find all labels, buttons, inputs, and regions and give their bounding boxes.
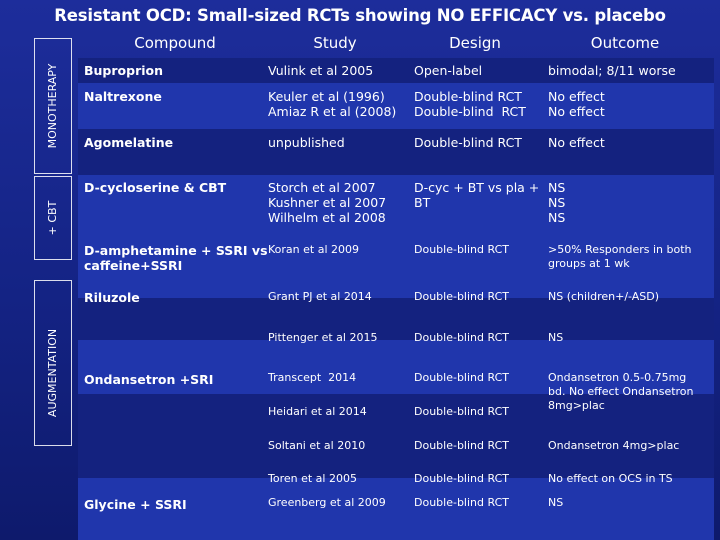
header-design: Design xyxy=(449,34,501,52)
design-cell: Double-blind RCT xyxy=(414,135,522,150)
outcome-cell: No effect on OCS in TS xyxy=(548,472,673,485)
header-study: Study xyxy=(313,34,357,52)
study-cell: Koran et al 2009 xyxy=(268,243,359,256)
design-cell: Double-blind RCT xyxy=(414,405,509,418)
study-cell: Heidari et al 2014 xyxy=(268,405,367,418)
study-cell: Vulink et al 2005 xyxy=(268,63,374,78)
table-row xyxy=(78,298,714,340)
study-cell: unpublished xyxy=(268,135,345,150)
design-cell: D-cyc + BT vs pla + BT xyxy=(414,180,540,210)
compound-cell: D-amphetamine + SSRI vs caffeine+SSRI xyxy=(84,243,268,273)
design-cell: Double-blind RCT xyxy=(414,371,509,384)
compound-cell: Ondansetron +SRI xyxy=(84,372,214,387)
design-cell: Double-blind RCT Double-blind RCT xyxy=(414,89,526,119)
compound-cell: Agomelatine xyxy=(84,135,174,150)
study-cell: Storch et al 2007 Kushner et al 2007 Wilhelm et al 2008 xyxy=(268,180,387,225)
outcome-cell: No effect xyxy=(548,135,605,150)
study-cell: Greenberg et al 2009 xyxy=(268,496,386,509)
table-row xyxy=(78,129,714,175)
study-cell: Toren et al 2005 xyxy=(268,472,357,485)
compound-cell: Buproprion xyxy=(84,63,164,78)
compound-cell: D-cycloserine & CBT xyxy=(84,180,227,195)
design-cell: Double-blind RCT xyxy=(414,290,509,303)
outcome-cell: NS xyxy=(548,331,564,344)
design-cell: Double-blind RCT xyxy=(414,472,509,485)
design-cell: Double-blind RCT xyxy=(414,331,509,344)
design-cell: Double-blind RCT xyxy=(414,439,509,452)
compound-cell: Naltrexone xyxy=(84,89,162,104)
study-cell: Grant PJ et al 2014 xyxy=(268,290,372,303)
outcome-cell: NS xyxy=(548,496,564,509)
outcome-cell: NS NS NS xyxy=(548,180,566,225)
design-cell: Open-label xyxy=(414,63,483,78)
study-cell: Pittenger et al 2015 xyxy=(268,331,378,344)
augmentation-label: AUGMENTATION xyxy=(46,328,59,418)
monotherapy-label: MONOTHERAPY xyxy=(46,63,59,149)
design-cell: Double-blind RCT xyxy=(414,243,509,256)
study-cell: Keuler et al (1996) Amiaz R et al (2008) xyxy=(268,89,397,119)
cbt-label: + CBT xyxy=(46,200,59,236)
outcome-cell: bimodal; 8/11 worse xyxy=(548,63,676,78)
study-cell: Transcept 2014 xyxy=(268,371,357,384)
outcome-cell: Ondansetron 0.5-0.75mg bd. No effect Ondansetron 8mg>plac xyxy=(548,371,694,412)
header-compound: Compound xyxy=(134,34,216,52)
outcome-cell: No effect No effect xyxy=(548,89,605,119)
outcome-cell: Ondansetron 4mg>plac xyxy=(548,439,680,452)
header-outcome: Outcome xyxy=(590,34,660,52)
study-cell: Soltani et al 2010 xyxy=(268,439,366,452)
slide-title: Resistant OCD: Small-sized RCTs showing NO EFFICACY vs. placebo xyxy=(54,6,666,25)
compound-cell: Riluzole xyxy=(84,290,140,305)
outcome-cell: >50% Responders in both groups at 1 wk xyxy=(548,243,692,270)
outcome-cell: NS (children+/-ASD) xyxy=(548,290,660,303)
compound-cell: Glycine + SSRI xyxy=(84,497,187,512)
design-cell: Double-blind RCT xyxy=(414,496,509,509)
